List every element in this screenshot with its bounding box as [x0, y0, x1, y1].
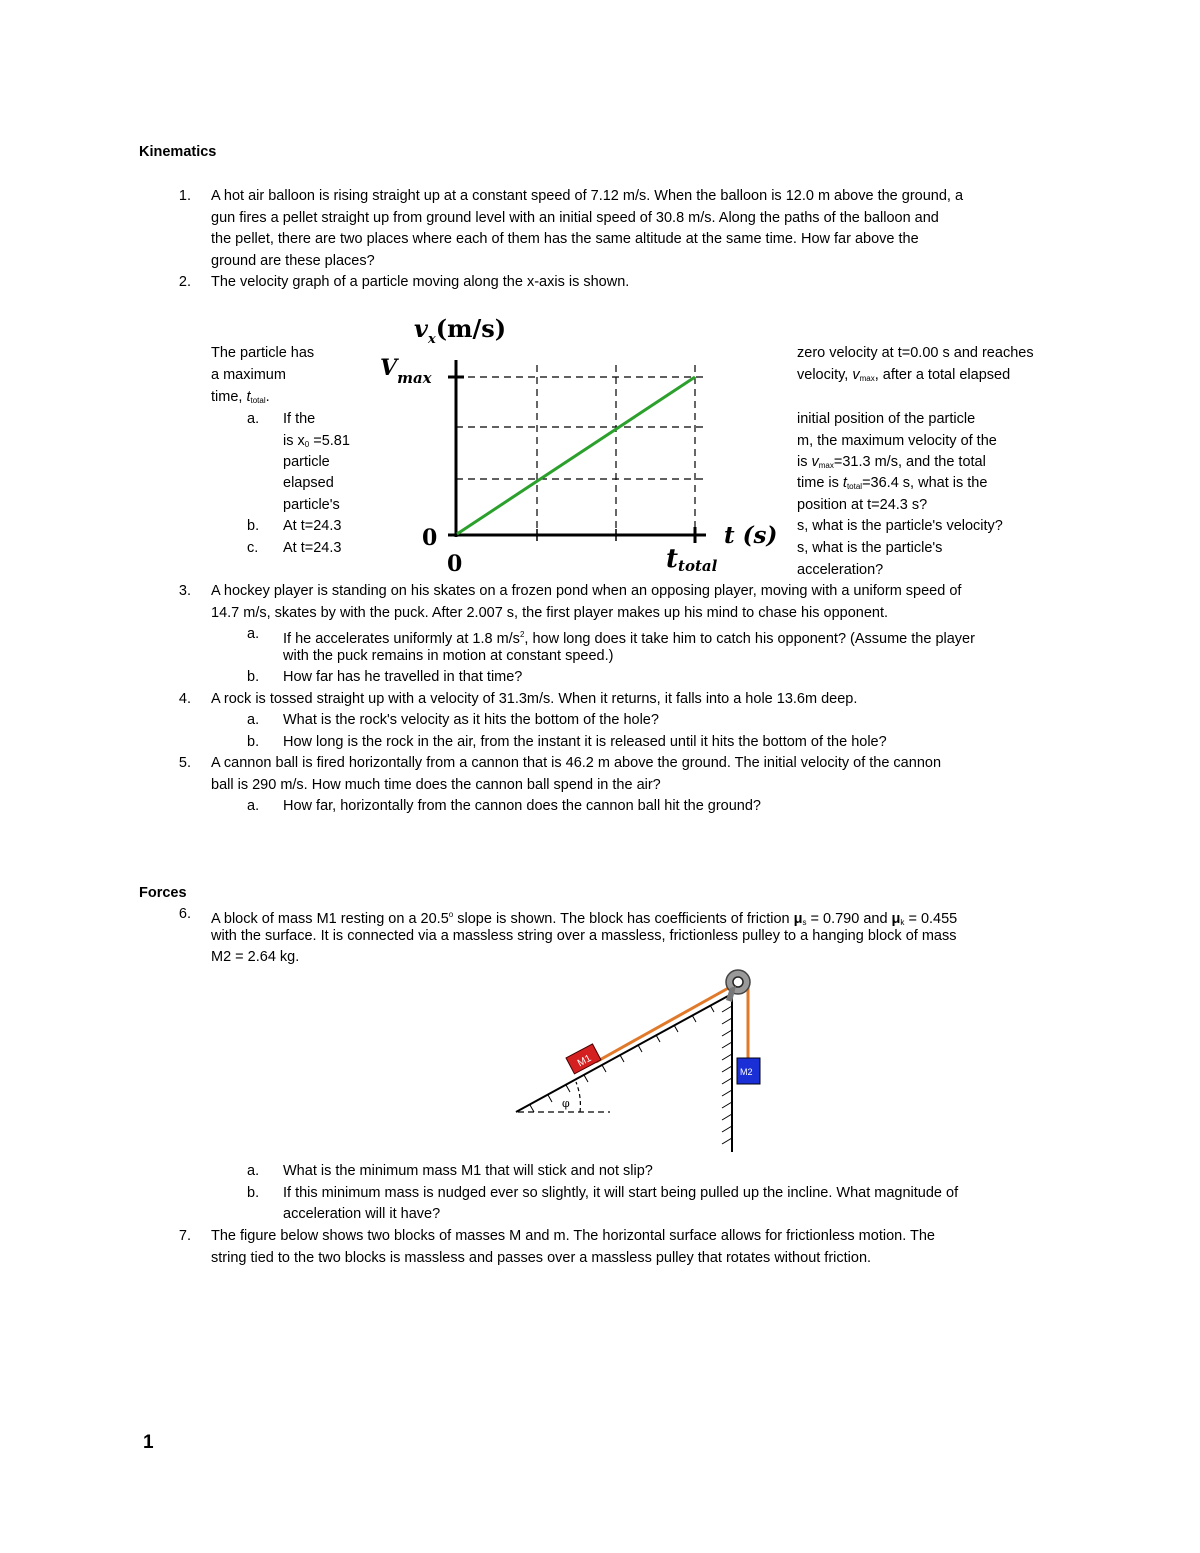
- q2a-left-3: particle: [283, 454, 330, 470]
- q2-right-line-1: zero velocity at t=0.00 s and reaches: [797, 345, 1034, 361]
- q7-line-2: string tied to the two blocks is massless and passes over a massless pulley that rotates without friction.: [211, 1249, 872, 1266]
- q1-line-4: ground are these places?: [211, 252, 375, 269]
- q2b-label: b.: [247, 518, 260, 534]
- q2a-right-3: is $v_{max}=31.3$ m/s, and the total: [797, 454, 986, 470]
- q2c-label: c.: [247, 540, 259, 556]
- q2-left-line-3: time, $t_{total}$.: [211, 389, 270, 405]
- angle-label: φ: [562, 1097, 570, 1110]
- q2b-right: s, what is the particle's velocity?: [797, 518, 1003, 534]
- q2-left-line-2: a maximum: [211, 367, 286, 383]
- q6a-text: What is the minimum mass M1 that will stick and not slip?: [283, 1163, 653, 1179]
- rope-incline: [596, 986, 732, 1062]
- incline-hatching: [530, 1005, 714, 1112]
- q7-line-1: The figure below shows two blocks of masses M and m. The horizontal surface allows for frictionless motion. The: [211, 1228, 935, 1244]
- q1-line-2: gun fires a pellet straight up from ground level with an initial speed of 30.8 m/s. Along the paths of the balloon and: [211, 209, 939, 226]
- q4b-text: How long is the rock in the air, from the instant it is released until it hits the bottom of the hole?: [283, 733, 887, 750]
- block-m1-label: M1: [575, 1052, 594, 1070]
- block-m2: [737, 1058, 760, 1084]
- graph-ttotal-label: ttotal: [666, 544, 718, 575]
- q6-line-2: with the surface. It is connected via a massless string over a massless, frictionless pulley to a hanging block of mass: [211, 927, 957, 944]
- section-heading-forces: Forces: [139, 885, 187, 901]
- q6b-line-1: If this minimum mass is nudged ever so slightly, it will start being pulled up the incline. What magnitude of: [283, 1184, 959, 1201]
- graph-xlabel: t (s): [724, 522, 778, 549]
- graph-vmax-label: $V_{max}$: [380, 355, 432, 387]
- q4b-label: b.: [247, 733, 260, 750]
- q5-line-1: A cannon ball is fired horizontally from a cannon that is 46.2 m above the ground. The initial velocity of the cannon: [211, 755, 942, 771]
- q5-line-2: ball is 290 m/s. How much time does the cannon ball spend in the air?: [211, 776, 661, 793]
- q2a-left-4: elapsed: [283, 475, 334, 491]
- q2a-left-2: is $x_0 =5.81$: [283, 433, 350, 449]
- q6-line-3: M2 = 2.64 kg.: [211, 949, 300, 965]
- q2a-right-2: m, the maximum velocity of the: [797, 433, 997, 449]
- q2a-left-1: If the: [283, 411, 316, 427]
- q2c-left: At t=24.3: [283, 540, 342, 556]
- q2c-right-2: acceleration?: [797, 562, 884, 578]
- q6a-label: a.: [247, 1163, 260, 1179]
- section-heading-kinematics: Kinematics: [139, 144, 217, 160]
- q4a-label: a.: [247, 712, 260, 728]
- q6b-line-2: acceleration will it have?: [283, 1206, 441, 1222]
- angle-arc: [576, 1082, 580, 1112]
- q2-number: 2.: [178, 274, 191, 290]
- graph-origin-y: 0: [422, 525, 438, 551]
- q4-number: 4.: [178, 690, 191, 707]
- graph-ylabel: $v_x(m/s)$: [414, 314, 507, 347]
- block-m2-label: M2: [740, 1067, 753, 1077]
- q2a-right-4: time is $t_{total}=36.4$ s, what is the: [797, 475, 988, 491]
- incline-pulley-diagram: [510, 962, 780, 1162]
- q4a-text: What is the rock's velocity as it hits the bottom of the hole?: [283, 712, 659, 728]
- q5-number: 5.: [178, 755, 191, 771]
- q5a-text: How far, horizontally from the cannon does the cannon ball hit the ground?: [283, 798, 761, 814]
- page-number: 1: [143, 1432, 154, 1453]
- q1-line-1: A hot air balloon is rising straight up at a constant speed of 7.12 m/s. When the balloon is 12.0 m above the ground, a: [211, 188, 964, 204]
- q2-left-line-1: The particle has: [211, 345, 315, 361]
- velocity-line: [457, 377, 695, 534]
- q3-number: 3.: [178, 583, 191, 599]
- q1-line-3: the pellet, there are two places where each of them has the same altitude at the same time. How far above the: [211, 231, 919, 247]
- q2a-right-1: initial position of the particle: [797, 411, 976, 427]
- q2a-right-5: position at t=24.3 s?: [797, 497, 928, 513]
- q3-line-2: 14.7 m/s, skates by with the puck. After 2.007 s, the first player makes up his mind to chase his opponent.: [211, 604, 889, 621]
- q3a-line-2: with the puck remains in motion at constant speed.): [283, 647, 614, 664]
- q3-line-1: A hockey player is standing on his skates on a frozen pond when an opposing player, moving with a uniform speed of: [211, 583, 962, 599]
- q3a-line-1: If he accelerates uniformly at 1.8 $m/s^2$, how long does it take him to catch his opponent? (Assume the player: [283, 630, 975, 647]
- q2a-label: a.: [247, 411, 260, 427]
- q3a-label: a.: [247, 626, 260, 642]
- q6-number: 6.: [178, 906, 191, 922]
- incline-surface: [516, 996, 728, 1112]
- wall-hatching: [722, 1006, 732, 1144]
- q6b-label: b.: [247, 1184, 260, 1201]
- q1-number: 1.: [178, 188, 191, 204]
- q2b-left: At t=24.3: [283, 518, 342, 534]
- q2-right-line-2: velocity, $v_{max}$, after a total elapsed: [797, 367, 1011, 383]
- velocity-graph: [370, 305, 790, 585]
- q2a-left-5: particle's: [283, 497, 340, 513]
- q6-line-1: A block of mass M1 resting on a 20.5$^o$ slope is shown. The block has coefficients of friction $\mu_s = 0.790$ and $\mu_k = 0.455$: [211, 910, 958, 927]
- q3b-text: How far has he travelled in that time?: [283, 669, 523, 685]
- q3b-label: b.: [247, 669, 260, 685]
- q4-line: A rock is tossed straight up with a velocity of 31.3m/s. When it returns, it falls into a hole 13.6m deep.: [211, 690, 858, 707]
- q2-line: The velocity graph of a particle moving along the x-axis is shown.: [211, 274, 630, 290]
- graph-origin-x: 0: [447, 551, 463, 577]
- pulley: [726, 970, 750, 1002]
- q5a-label: a.: [247, 798, 260, 814]
- q2c-right-1: s, what is the particle's: [797, 540, 943, 556]
- q7-number: 7.: [178, 1228, 191, 1244]
